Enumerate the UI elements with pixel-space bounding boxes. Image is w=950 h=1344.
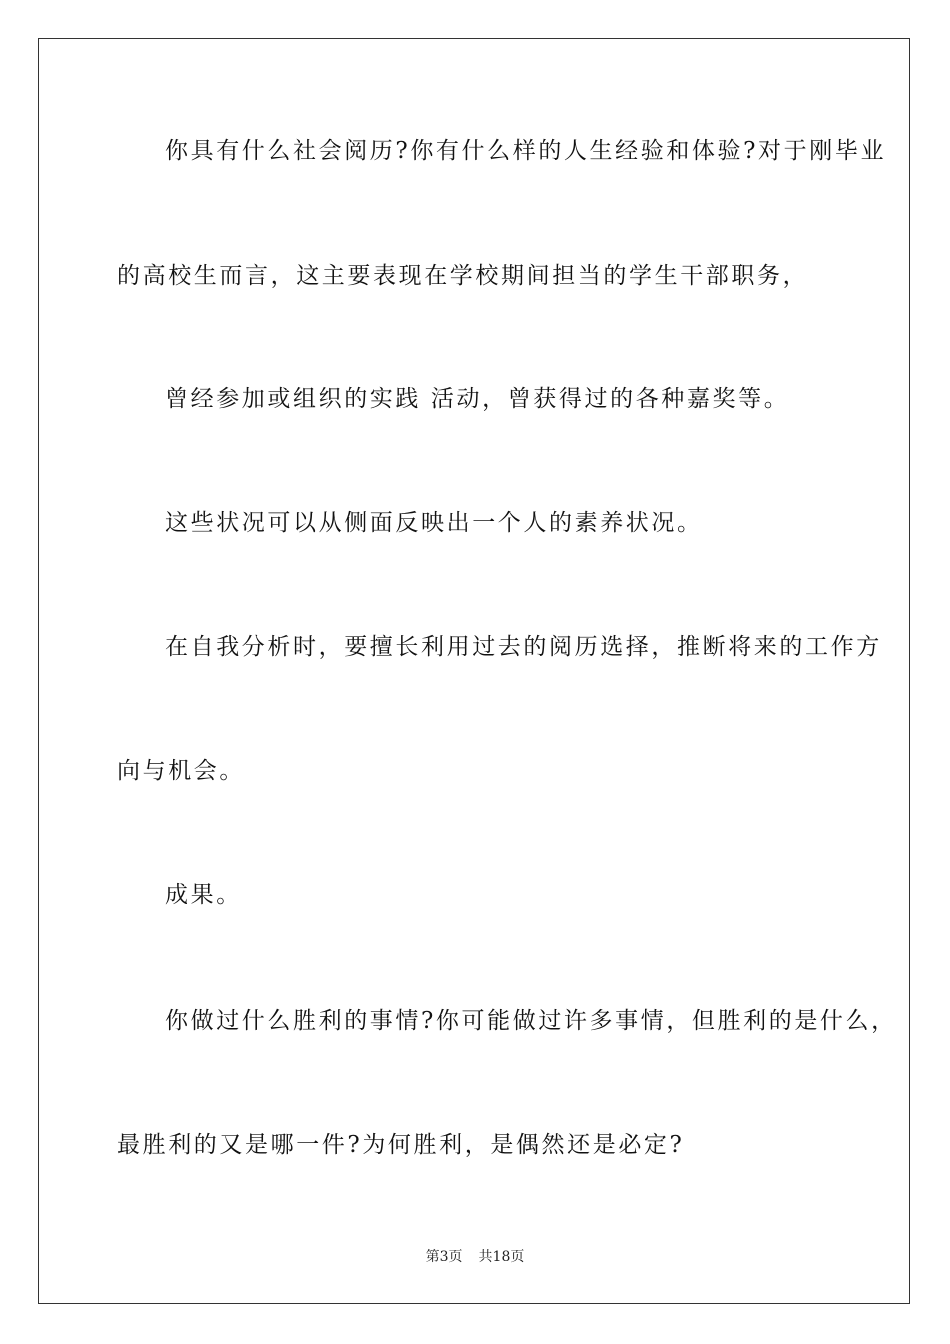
paragraph-line-3: 曾经参加或组织的实践 活动，曾获得过的各种嘉奖等。 [165,386,790,412]
page-border [38,38,910,1304]
paragraph-line-2: 的高校生而言，这主要表现在学校期间担当的学生干部职务， [117,263,809,289]
paragraph-line-7: 成果。 [165,882,242,908]
paragraph-line-4: 这些状况可以从侧面反映出一个人的素养状况。 [165,510,703,536]
paragraph-line-9: 最胜利的又是哪一件?为何胜利，是偶然还是必定? [117,1132,685,1158]
paragraph-line-8: 你做过什么胜利的事情?你可能做过许多事情，但胜利的是什么， [165,1008,897,1034]
page-footer [0,1248,950,1266]
paragraph-line-1: 你具有什么社会阅历?你有什么样的人生经验和体验?对于刚毕业 [165,138,887,164]
paragraph-line-5: 在自我分析时，要擅长利用过去的阅历选择，推断将来的工作方 [165,634,882,660]
paragraph-line-6: 向与机会。 [117,758,245,784]
page-number: 第3页 [425,1249,463,1265]
total-pages: 共18页 [478,1249,525,1265]
